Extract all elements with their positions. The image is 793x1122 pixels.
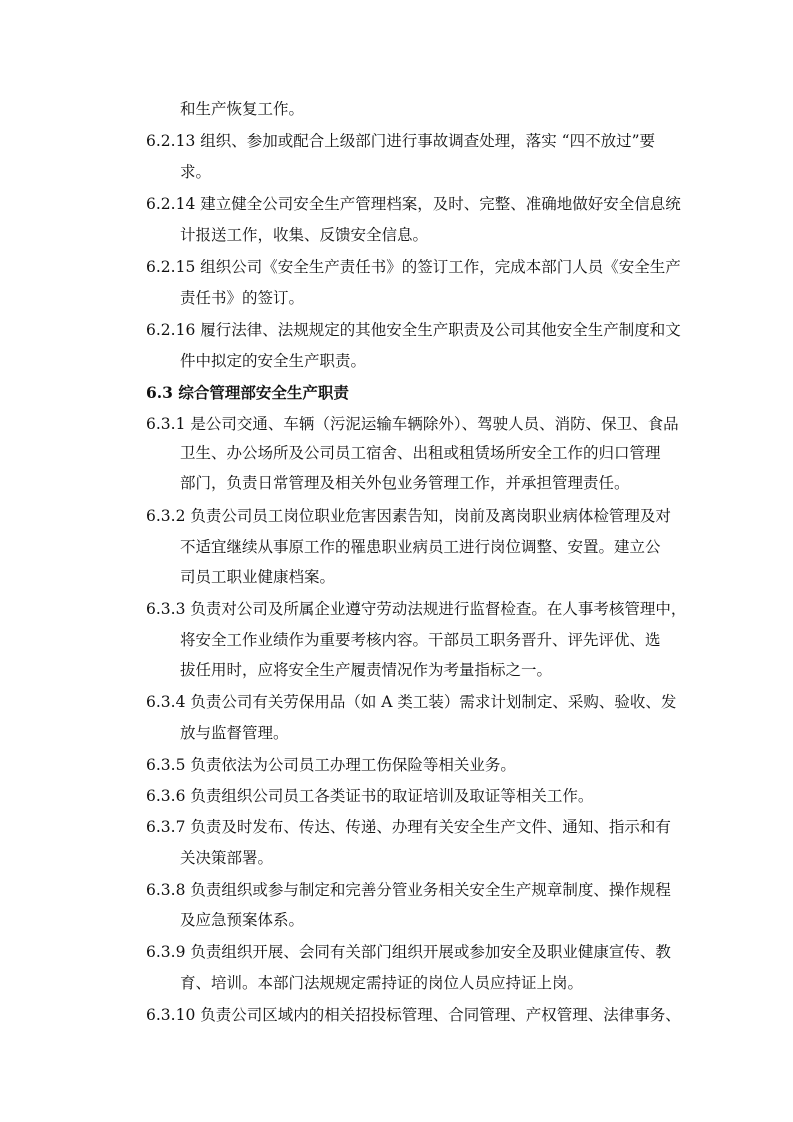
- clause-continuation-line: 司员工职业健康档案。: [180, 568, 336, 586]
- clause-continuation-line: 将安全工作业绩作为重要考核内容。干部员工职务晋升、评先评优、选: [180, 631, 661, 649]
- clause-continuation-line: 求。: [180, 163, 212, 181]
- clause-line: 6.3.8 负责组织或参与制定和完善分管业务相关安全生产规章制度、操作规程: [146, 881, 671, 899]
- section-heading: 6.3 综合管理部安全生产职责: [146, 383, 349, 402]
- clause-continuation-line: 计报送工作，收集、反馈安全信息。: [180, 226, 429, 244]
- clause-line: 6.3.5 负责依法为公司员工办理工伤保险等相关业务。: [146, 756, 516, 774]
- clause-continuation-line: 拔任用时，应将安全生产履责情况作为考量指标之一。: [180, 661, 553, 679]
- clause-continuation-line: 件中拟定的安全生产职责。: [180, 352, 367, 370]
- clause-continuation-line: 不适宜继续从事原工作的罹患职业病员工进行岗位调整、安置。建立公: [180, 538, 661, 556]
- clause-continuation-line: 责任书》的签订。: [180, 289, 305, 307]
- clause-line: 6.3.3 负责对公司及所属企业遵守劳动法规进行监督检查。在人事考核管理中，: [146, 600, 687, 618]
- clause-continuation-line: 卫生、办公场所及公司员工宿舍、出租或租赁场所安全工作的归口管理: [180, 444, 661, 462]
- clause-continuation-line: 育、培训。本部门法规规定需持证的岗位人员应持证上岗。: [180, 974, 584, 992]
- clause-continuation-line: 关决策部署。: [180, 849, 274, 867]
- clause-line: 6.2.16 履行法律、法规规定的其他安全生产职责及公司其他安全生产制度和文: [146, 321, 681, 339]
- clause-line: 6.3.6 负责组织公司员工各类证书的取证培训及取证等相关工作。: [146, 787, 594, 805]
- clause-line: 6.3.9 负责组织开展、会同有关部门组织开展或参加安全及职业健康宣传、教: [146, 943, 671, 961]
- clause-continuation-line: 放与监督管理。: [180, 724, 289, 742]
- clause-line: 6.3.4 负责公司有关劳保用品（如 A 类工装）需求计划制定、采购、验收、发: [146, 693, 677, 711]
- clause-line: 6.3.10 负责公司区域内的相关招投标管理、合同管理、产权管理、法律事务、: [146, 1006, 681, 1024]
- clause-line: 6.2.14 建立健全公司安全生产管理档案，及时、完整、准确地做好安全信息统: [146, 195, 681, 213]
- clause-line: 6.2.13 组织、参加或配合上级部门进行事故调查处理，落实 “四不放过”要: [146, 132, 656, 150]
- clause-line: 6.3.2 负责公司员工岗位职业危害因素告知，岗前及离岗职业病体检管理及对: [146, 507, 671, 525]
- clause-line: 6.3.7 负责及时发布、传达、传递、办理有关安全生产文件、通知、指示和有: [146, 818, 671, 836]
- clause-continuation-line: 部门，负责日常管理及相关外包业务管理工作，并承担管理责任。: [180, 474, 630, 492]
- clause-line: 6.3.1 是公司交通、车辆（污泥运输车辆除外）、驾驶人员、消防、保卫、食品: [146, 415, 679, 433]
- clause-continuation-line: 及应急预案体系。: [180, 911, 305, 929]
- clause-continuation-line: 和生产恢复工作。: [180, 100, 305, 118]
- clause-line: 6.2.15 组织公司《安全生产责任书》的签订工作，完成本部门人员《安全生产: [146, 258, 681, 276]
